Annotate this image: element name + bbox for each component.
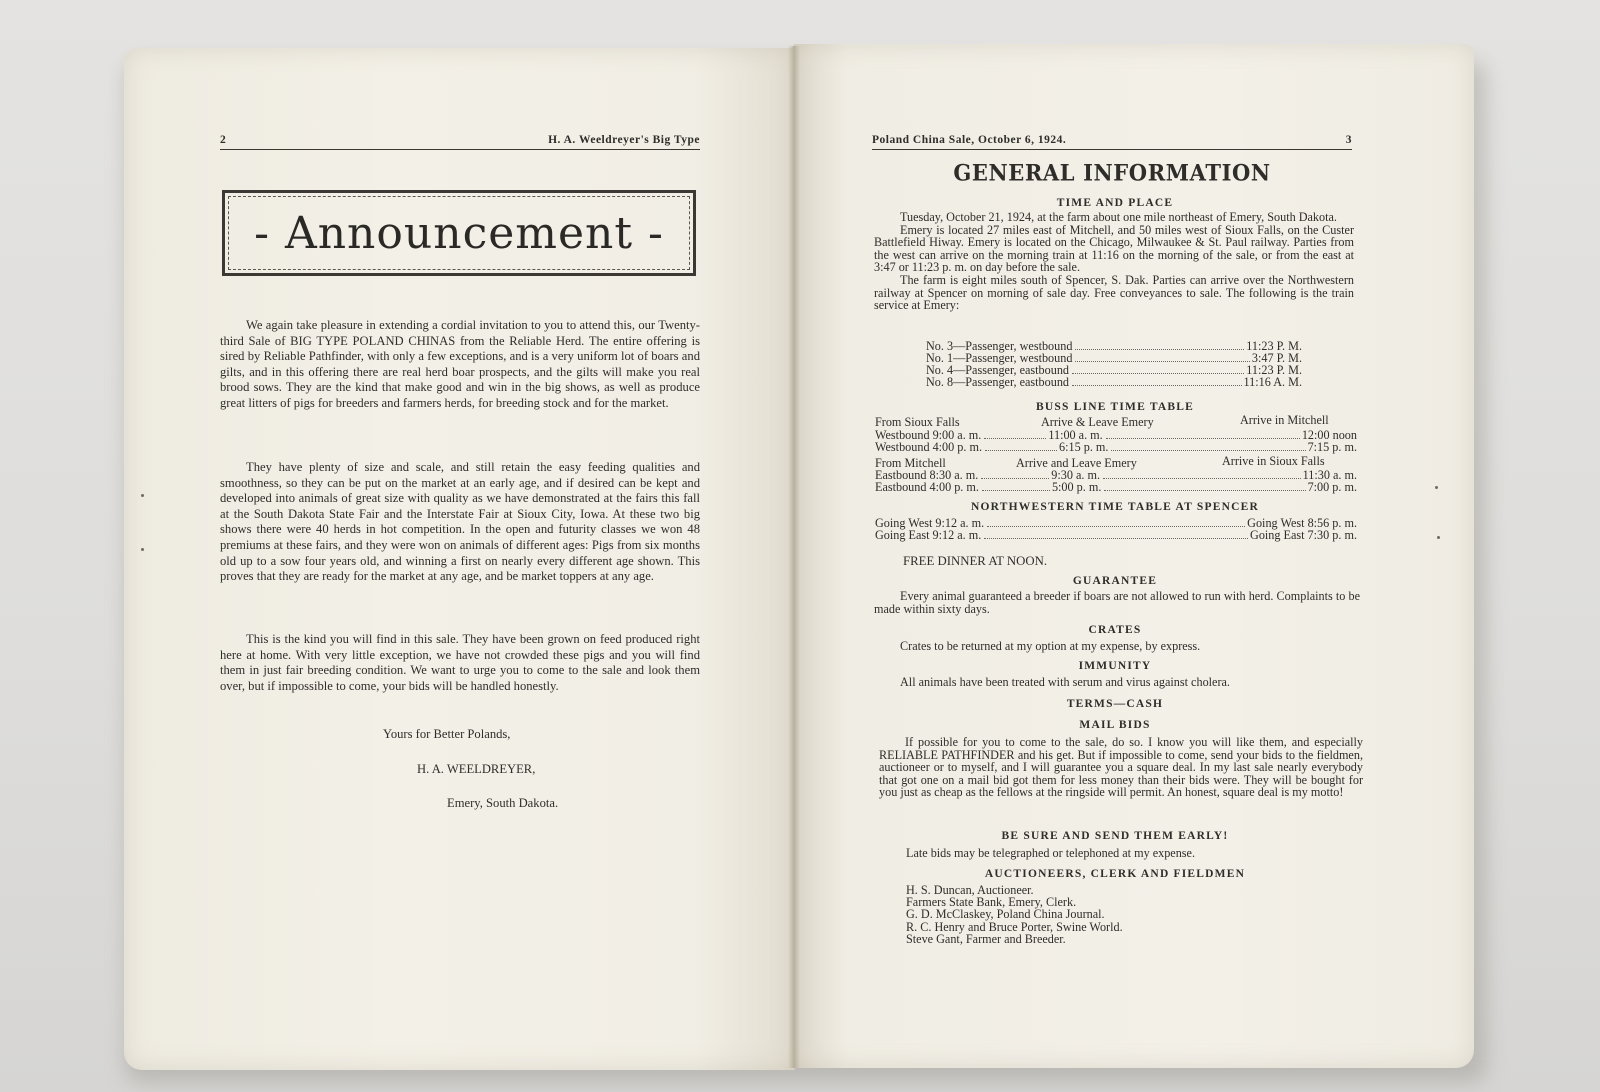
buss-column-head: From Sioux Falls [875,415,960,429]
buss-row [875,481,1357,494]
guarantee-heading: GUARANTEE [1072,575,1158,587]
northwestern-evening: Going West 8:56 p. m. [1247,516,1357,530]
crates-paragraph: Crates to be returned at my option at my expense, by express. [900,639,1201,653]
crates-text [874,640,1360,653]
mail-bids-paragraph: If possible for you to come to the sale, do so. I know you will like them, and especially RELIABLE PATHFINDER and his get. But if impossible to come, send your bids to the fieldmen, auctioneer or to myself, and I will guarantee you a square deal. In my last sale nearly everybody that got one on a mail bid got them for less money than their bids were. They will be bought for you just as cheap as the fellows at the ringside will permit. An honest, square deal is my motto! [879,735,1363,800]
immunity-heading: IMMUNITY [1078,660,1152,672]
buss-column-head: Arrive and Leave Emery [1016,456,1137,470]
left-running-head-text: H. A. Weeldreyer's Big Type [548,134,700,146]
buss-column-head: From Mitchell [875,456,946,470]
train-name: No. 1—Passenger, westbound [926,351,1073,365]
northwestern-evening: Going East 7:30 p. m. [1250,528,1357,542]
buss-arrive: 11:30 a. m. [1302,468,1357,482]
auctioneer-line: Steve Gant, Farmer and Breeder. [906,932,1066,946]
terms-heading: TERMS—CASH [1066,698,1164,710]
northwestern-morning: Going East 9:12 a. m. [875,528,982,542]
leader-dots [1111,450,1305,451]
booklet-spine [788,46,800,1068]
leader-dots [985,450,1057,451]
signature: H. A. WEELDREYER, [417,762,536,776]
northwestern-heading: NORTHWESTERN TIME TABLE AT SPENCER [971,501,1259,513]
auctioneer-line: G. D. McClaskey, Poland China Journal. [906,907,1105,921]
buss-column-head: Arrive in Sioux Falls [1222,454,1325,468]
buss-emery: 9:30 a. m. [1051,468,1100,482]
buss-depart: Eastbound 8:30 a. m. [875,468,979,482]
buss-arrive: 7:00 p. m. [1307,480,1357,494]
leader-dots [981,478,1049,479]
buss-emery: 5:00 p. m. [1051,480,1102,494]
staple-mark [1437,536,1440,539]
leader-dots [984,438,1046,439]
general-information-title: GENERAL INFORMATION [953,159,1271,186]
buss-row [875,441,1357,454]
buss-line-heading: BUSS LINE TIME TABLE [1036,401,1194,413]
leader-dots [987,526,1245,527]
left-running-head [220,126,700,150]
time-place-paragraph-3: The farm is eight miles south of Spencer, S. Dak. Parties can arrive over the Northwestern railway at Spencer on morning of sale day. Free conveyances to sale. The following is the train service at Emery: [874,272,1354,313]
staple-mark [141,548,144,551]
train-time: 3:47 P. M. [1251,351,1302,365]
right-running-head-text: Poland China Sale, October 6, 1924. [872,134,1067,146]
immunity-paragraph: All animals have been treated with serum and virus against cholera. [900,675,1230,689]
time-place-text [874,211,1354,312]
auctioneer-line: Farmers State Bank, Emery, Clerk. [906,895,1077,909]
right-running-head [872,126,1352,150]
be-sure-heading: BE SURE AND SEND THEM EARLY! [1001,830,1229,842]
guarantee-text [874,590,1360,615]
auctioneer-line: H. S. Duncan, Auctioneer. [906,883,1034,897]
train-name: No. 4—Passenger, eastbound [926,363,1070,377]
closing-line: Yours for Better Polands, [383,727,511,741]
buss-arrive: 12:00 noon [1301,428,1357,442]
mail-bids-text [879,736,1363,799]
buss-emery: 11:00 a. m. [1048,428,1103,442]
leader-dots [1072,385,1242,386]
train-time: 11:23 P. M. [1246,363,1302,377]
announcement-title: - Announcement - [254,207,664,259]
announcement-paragraph-3: This is the kind you will find in this sale. They have been grown on feed produced right here at home. With very little exception, we have not crowded these pigs and you will find them in just fair breeding condition. We want to urge you to come to the sale and look them over, but if impossible to come, your bids will be handled honestly. [220,632,700,693]
train-row [926,376,1302,389]
staple-mark [141,494,144,497]
buss-emery: 6:15 p. m. [1059,440,1109,454]
northwestern-row [875,529,1357,542]
auctioneer-line: R. C. Henry and Bruce Porter, Swine World. [906,920,1123,934]
leader-dots [1072,373,1244,374]
guarantee-paragraph: Every animal guaranteed a breeder if boars are not allowed to run with herd. Complaints to be made within sixty days. [874,589,1360,616]
train-name: No. 3—Passenger, westbound [926,339,1073,353]
buss-depart: Eastbound 4:00 p. m. [875,480,979,494]
buss-depart: Westbound 9:00 a. m. [875,428,982,442]
leader-dots [1103,478,1301,479]
buss-arrive: 7:15 p. m. [1307,440,1357,454]
buss-column-head: Arrive & Leave Emery [1041,415,1154,429]
signature-location: Emery, South Dakota. [447,796,559,810]
free-dinner-note: FREE DINNER AT NOON. [903,554,1048,568]
leader-dots [984,538,1248,539]
auctioneers-heading: AUCTIONEERS, CLERK AND FIELDMEN [984,868,1246,880]
leader-dots [1075,349,1244,350]
announcement-banner [222,190,696,276]
announcement-paragraph-1: We again take pleasure in extending a cordial invitation to you to attend this, our Twenty-third Sale of BIG TYPE POLAND CHINAS from the Reliable Herd. The entire offering is sired by Reliable Pathfinder, with only a few exceptions, and is a very uniform lot of boars and gilts, and in this offering there are real herd boar prospects, and the gilts will make you real brood sows. They are the kind that make good and win in the big shows, as well as produce great litters of pigs for breeders and farmers herds, for breeding stock and for the market. [220,318,700,410]
time-place-heading: TIME AND PLACE [1056,197,1174,209]
buss-column-head: Arrive in Mitchell [1240,413,1329,427]
train-name: No. 8—Passenger, eastbound [926,375,1070,389]
announcement-paragraph-2: They have plenty of size and scale, and still retain the easy feeding qualities and smoothness, so they can be put on the market at an early age, and if desired can be kept and developed into animals of great size with quality as we have demonstrated at the fairs this fall at the South Dakota State Fair and the Interstate Fair at Sioux City, Iowa. At these two big shows there were 40 herds in hot competition. In the open and futurity classes we won 48 premiums at these fairs, and they were won on animals of different ages: Pigs from six months old up to a sow four years old, and winning a first on nearly every different age shown. This proves that they are ready for the market at any age, and be market toppers at any age. [220,460,700,584]
leader-dots [1106,438,1300,439]
buss-depart: Westbound 4:00 p. m. [875,440,983,454]
crates-heading: CRATES [1088,624,1142,636]
left-page-number: 2 [220,134,227,146]
right-page-number: 3 [1345,134,1352,146]
time-place-paragraph-1: Tuesday, October 21, 1924, at the farm about one mile northeast of Emery, South Dakota. [900,210,1337,224]
train-time: 11:23 P. M. [1246,339,1302,353]
be-sure-text: Late bids may be telegraphed or telephoned at my expense. [906,846,1196,860]
northwestern-morning: Going West 9:12 a. m. [875,516,985,530]
staple-mark [1435,486,1438,489]
immunity-text [874,676,1362,689]
leader-dots [1104,490,1305,491]
mail-bids-heading: MAIL BIDS [1079,719,1151,731]
leader-dots [982,490,1050,491]
train-time: 11:16 A. M. [1243,375,1302,389]
leader-dots [1075,361,1249,362]
time-place-paragraph-2: Emery is located 27 miles east of Mitchell, and 50 miles west of Sioux Falls, on the Custer Battlefield Hiway. Emery is located on the Chicago, Milwaukee & St. Paul railway. Parties from the west can arrive on the morning train at 11:16 on the morning of the sale, or from the east at 3:47 or 11:23 p. m. on day before the sale. [874,222,1354,275]
